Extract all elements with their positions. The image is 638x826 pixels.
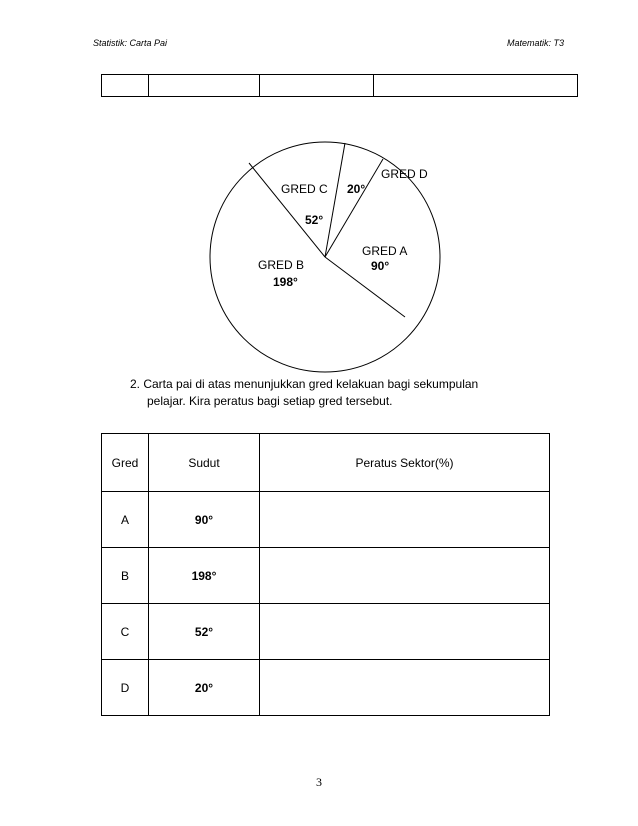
cell-peratus[interactable] [260,548,550,604]
pie-value-a: 90° [371,259,390,273]
table-row [102,548,550,604]
pie-value-c: 52° [305,213,324,227]
cell-peratus[interactable] [260,492,550,548]
header-left: Statistik: Carta Pai [93,38,168,48]
cell-sudut: 52° [149,604,260,660]
table-row [102,604,550,660]
pie-value-b: 198° [273,275,298,289]
pie-divider [325,257,405,317]
cell-peratus[interactable] [260,604,550,660]
cell-gred: A [102,492,149,548]
pie-value-d: 20° [347,182,366,196]
table-row [102,660,550,716]
question-line-2: pelajar. Kira peratus bagi setiap gred tersebut. [147,394,393,408]
page-number: 3 [316,775,322,789]
question-line-1: 2. Carta pai di atas menunjukkan gred kelakuan bagi sekumpulan [130,377,479,391]
pie-divider [249,163,325,257]
header-peratus: Peratus Sektor(%) [260,434,550,492]
header-gred: Gred [102,434,149,492]
cell-gred: B [102,548,149,604]
table-header-row [102,434,550,492]
header-right: Matematik: T3 [506,38,564,48]
question-text [130,376,530,410]
pie-label-c: GRED C [281,182,328,196]
cell-sudut: 20° [149,660,260,716]
header-sudut: Sudut [149,434,260,492]
cell-gred: C [102,604,149,660]
pie-label-b: GRED B [258,258,305,272]
grade-table [101,433,550,716]
table-row [102,492,550,548]
pie-label-d: GRED D [381,167,428,181]
cell-gred: D [102,660,149,716]
cell-peratus[interactable] [260,660,550,716]
pie-chart [0,0,638,380]
cell-sudut: 90° [149,492,260,548]
cell-sudut: 198° [149,548,260,604]
pie-label-a: GRED A [362,244,408,258]
